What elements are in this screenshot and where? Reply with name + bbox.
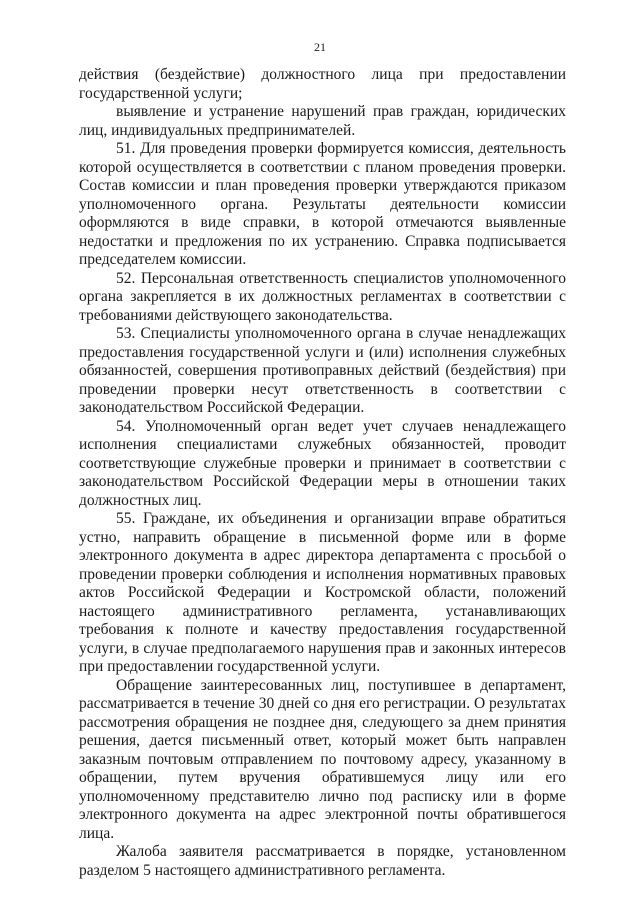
- paragraph-55: 55. Граждане, их объединения и организации вправе обратиться устно, направить обращение в письменной форме или в форме электронного документа в адрес директора департамента с просьбой о проведении проверки соблюдения и исполнения нормативных правовых актов Российской Федерации и Костромской области, положений настоящего административного регламента, устанавливающих требования к полноте и качеству предоставления государственной услуги, в случае предполагаемого нарушения прав и законных интересов при предоставлении государственной услуги.: [79, 510, 566, 675]
- paragraph-52: 52. Персональная ответственность специалистов уполномоченного органа закрепляется в их должностных регламентах в соответствии с требованиями действующего законодательства.: [79, 269, 566, 324]
- paragraph-continuation: действия (бездействие) должностного лица при предоставлении государственной услуги;: [79, 66, 566, 102]
- paragraph-complaint: Жалоба заявителя рассматривается в порядке, установленном разделом 5 настоящего административного регламента.: [79, 843, 566, 879]
- paragraph-54: 54. Уполномоченный орган ведет учет случаев ненадлежащего исполнения специалистами служебных обязанностей, проводит соответствующие служебные проверки и принимает в соответствии с законодательством Российской Федерации меры в отношении таких должностных лиц.: [79, 417, 566, 509]
- paragraph-appeal-review: Обращение заинтересованных лиц, поступившее в департамент, рассматривается в течение 30 дней со дня его регистрации. О результатах рассмотрения обращения не позднее дня, следующего за днем принятия решения, дается письменный ответ, который может быть направлен заказным почтовым отправлением по почтовому адресу, указанному в обращении, путем вручения обратившемуся лицу или его уполномоченному представителю лично под расписку или в форме электронного документа на адрес электронной почты обратившегося лица.: [79, 676, 566, 842]
- document-body: [79, 66, 566, 880]
- paragraph-53: 53. Специалисты уполномоченного органа в случае ненадлежащих предоставления государственной услуги и (или) исполнения служебных обязанностей, совершения противоправных действий (бездействия) при проведении проверки несут ответственность в соответствии с законодательством Российской Федерации.: [79, 325, 566, 416]
- paragraph-51: 51. Для проведения проверки формируется комиссия, деятельность которой осуществляется в соответствии с планом проведения проверки. Состав комиссии и план проведения проверки утверждаются приказом уполномоченного органа. Результаты деятельности комиссии оформляются в виде справки, в которой отмечаются выявленные недостатки и предложения по их устранению. Справка подписывается председателем комиссии.: [79, 140, 566, 268]
- paragraph-violations: выявление и устранение нарушений прав граждан, юридических лиц, индивидуальных предпринимателей.: [79, 103, 566, 139]
- page-number: 21: [314, 40, 326, 54]
